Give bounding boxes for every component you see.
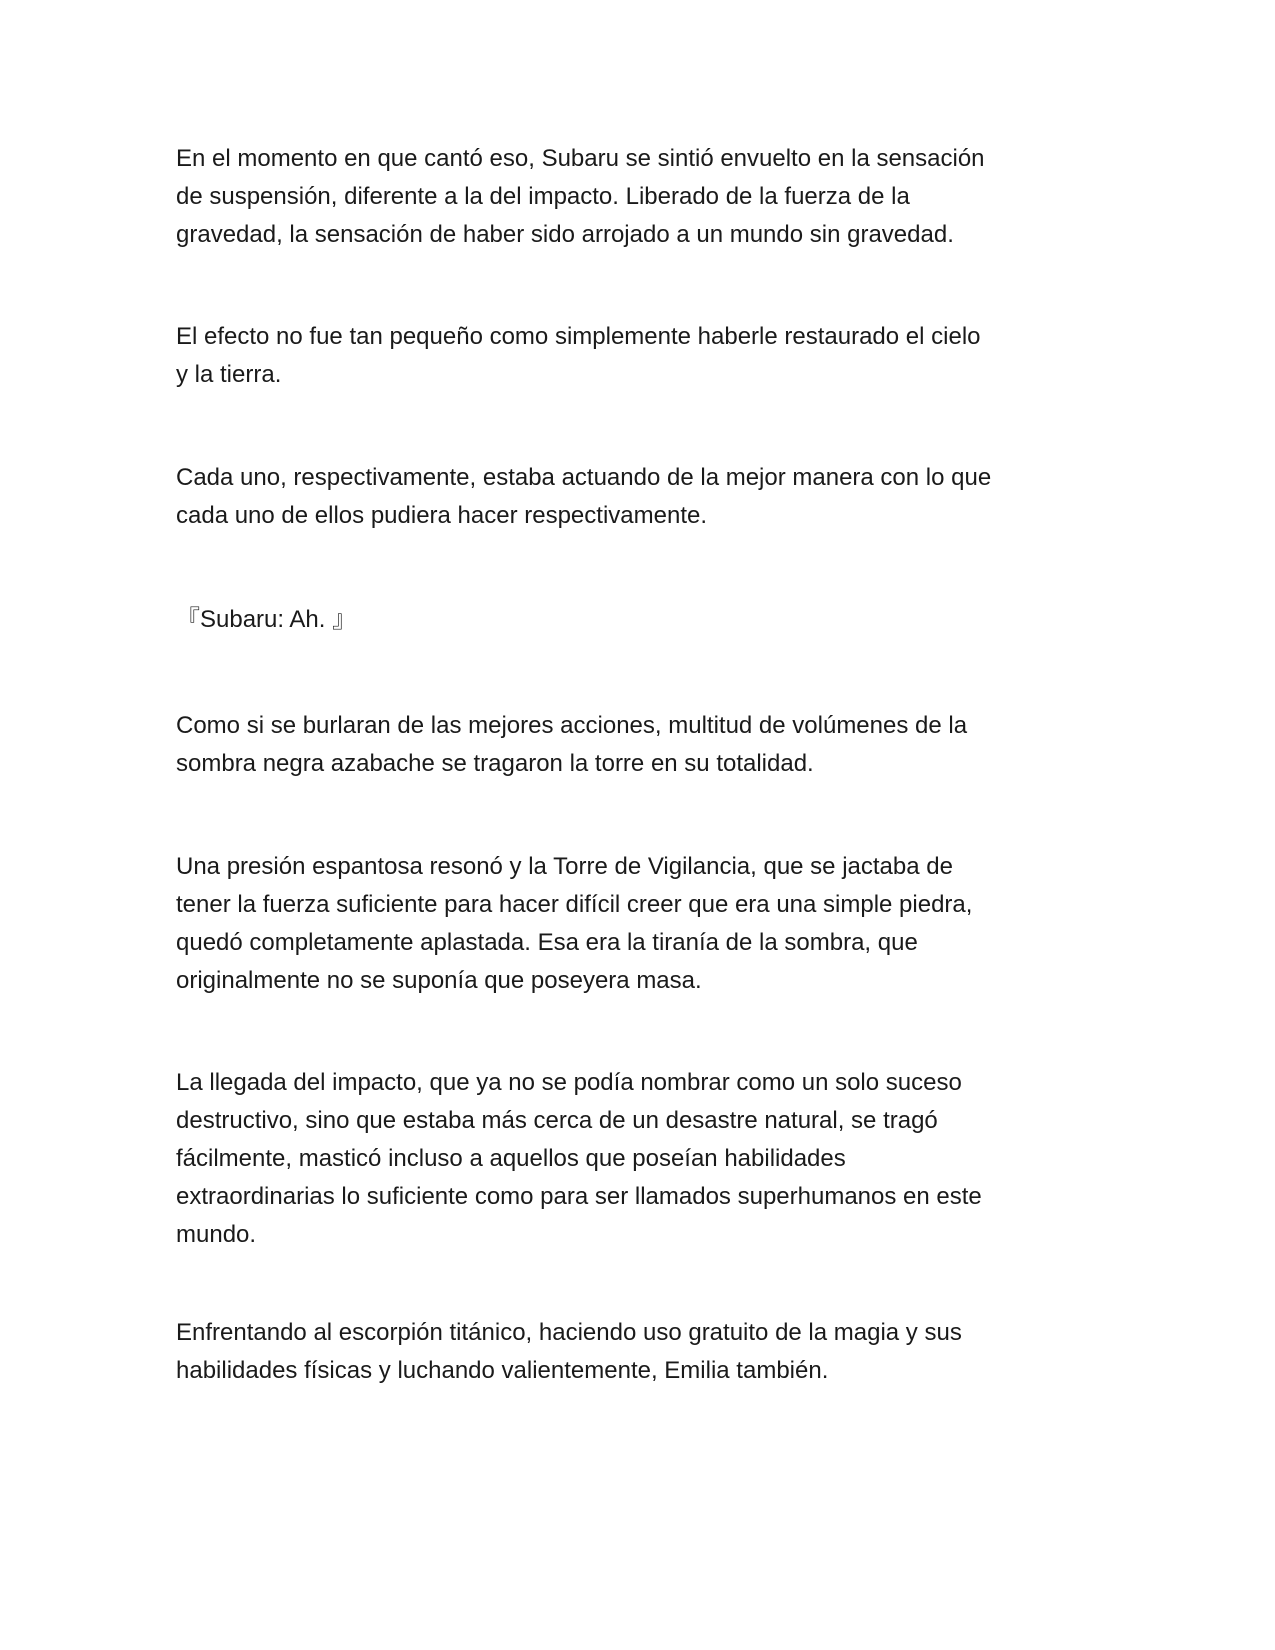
paragraph-6 [176,848,1096,1000]
paragraph-line: gravedad, la sensación de haber sido arrojado a un mundo sin gravedad. [176,221,954,248]
paragraph-5 [176,707,1096,783]
paragraph-8 [176,1314,1096,1390]
paragraph-line: Cada uno, respectivamente, estaba actuando de la mejor manera con lo que [176,464,992,491]
paragraph-line: Enfrentando al escorpión titánico, haciendo uso gratuito de la magia y sus [176,1319,962,1346]
paragraph-line: El efecto no fue tan pequeño como simplemente haberle restaurado el cielo [176,323,981,350]
paragraph-line: habilidades físicas y luchando valientemente, Emilia también. [176,1357,829,1384]
paragraph-line: tener la fuerza suficiente para hacer difícil creer que era una simple piedra, [176,891,973,918]
paragraph-7 [176,1064,1096,1254]
paragraph-line: fácilmente, masticó incluso a aquellos que poseían habilidades [176,1145,846,1172]
paragraph-line: cada uno de ellos pudiera hacer respectivamente. [176,502,707,529]
paragraph-line: destructivo, sino que estaba más cerca de un desastre natural, se tragó [176,1107,938,1134]
paragraph-line: sombra negra azabache se tragaron la torre en su totalidad. [176,750,814,777]
paragraph-3 [176,459,1096,535]
paragraph-line: extraordinarias lo suficiente como para ser llamados superhumanos en este [176,1183,982,1210]
paragraph-line: y la tierra. [176,361,282,388]
dialogue-line [176,601,1096,639]
paragraph-line: Como si se burlaran de las mejores acciones, multitud de volúmenes de la [176,712,968,739]
paragraph-line: Una presión espantosa resonó y la Torre de Vigilancia, que se jactaba de [176,853,953,880]
paragraph-2 [176,318,1096,394]
paragraph-line: mundo. [176,1221,257,1248]
paragraph-line: originalmente no se suponía que poseyera masa. [176,967,702,994]
paragraph-line: En el momento en que cantó eso, Subaru se sintió envuelto en la sensación [176,145,985,172]
paragraph-line: de suspensión, diferente a la del impacto. Liberado de la fuerza de la [176,183,910,210]
paragraph-line: quedó completamente aplastada. Esa era la tiranía de la sombra, que [176,929,918,956]
dialogue-text: 『Subaru: Ah. 』 [176,606,357,633]
paragraph-1 [176,140,1096,254]
paragraph-line: La llegada del impacto, que ya no se podía nombrar como un solo suceso [176,1069,962,1096]
